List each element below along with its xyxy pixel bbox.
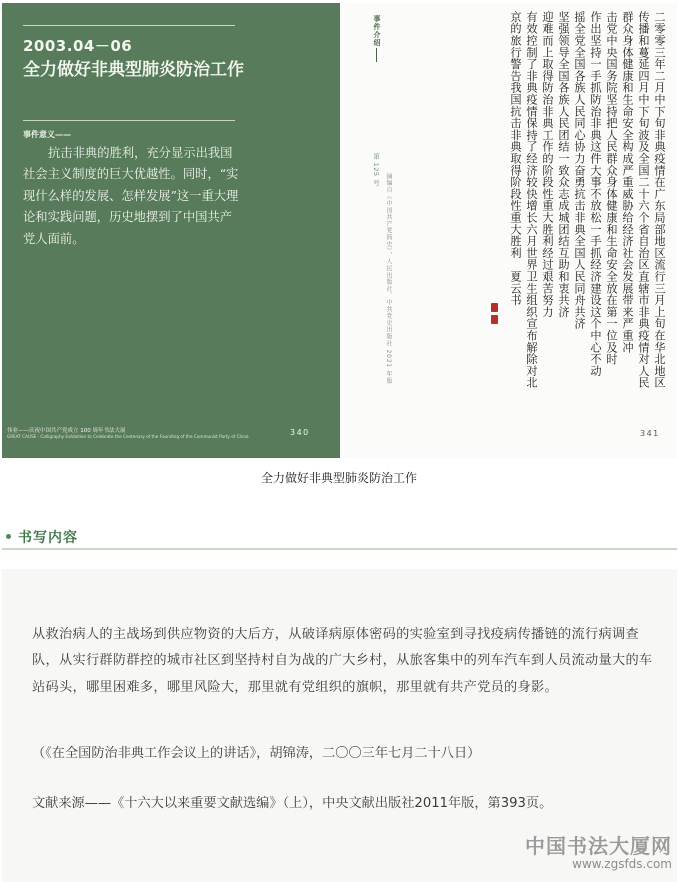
calligraphy-column: 摇全党全国各族人民同心协力奋勇抗击非典全国人民同舟共济 xyxy=(573,11,586,330)
watermark-url: www.zgsfds.com xyxy=(572,857,672,871)
image-caption: 全力做好非典型肺炎防治工作 xyxy=(260,471,417,485)
event-intro-label: 事件介绍 xyxy=(373,15,381,47)
label-rule xyxy=(376,48,377,62)
page-number-right: 341 xyxy=(640,429,660,438)
document-source: 文献来源——《十六大以来重要文献选编》（上），中央文献出版社2011年版，第393页。 xyxy=(32,796,553,811)
page-number-left: 340 xyxy=(290,428,310,437)
section-title: 书写内容 xyxy=(18,530,78,546)
site-watermark xyxy=(512,830,672,871)
watermark-name: 中国书法大厦网 xyxy=(525,834,672,858)
calligraphy-work xyxy=(485,11,667,411)
calligraphy-column: 坚强领导全国各族人民团结一致众志成城团结互助和衷共济 xyxy=(557,11,570,318)
exhibition-footer-en: GREAT CAUSE · Calligraphy Exhibition to Celebrate the Centenary of the Founding of the Communist Party of China xyxy=(7,434,249,439)
meaning-label: 事件意义—— xyxy=(23,130,71,139)
top-rule xyxy=(23,25,235,26)
event-title: 全力做好非典型肺炎防治工作 xyxy=(23,60,244,80)
left-page xyxy=(2,3,340,458)
calligraphy-column: 击党中央国务院坚持把人民群众身体健康和生命安全放在第一位及时 xyxy=(605,11,618,365)
calligraphy-column: 迎难而上取得防治非典工作的阶段性重大胜利经过艰苦努力 xyxy=(541,11,554,318)
right-page xyxy=(340,3,677,458)
section-divider xyxy=(2,548,677,550)
book-spread xyxy=(2,3,677,458)
source-note: 摘编自《中国共产党简史》，人民出版社、中共党史出版社 2021 年版 xyxy=(385,173,392,385)
seal-stamp xyxy=(491,315,498,324)
quote-paragraph: 从救治病人的主战场到供应物资的大后方，从破译病原体密码的实验室到寻找疫病传播链的流行病调查队，从实行群防群控的城市社区到坚持村自为战的广大乡村，从旅客集中的列车汽车到人员流动量大的车站码头，哪里困难多，哪里风险大，那里就有党组织的旗帜，那里就有共产党员的身影。 xyxy=(32,627,653,695)
calligraphy-column: 二零零三年二月中下旬非典疫情在广东局部地区流行三月上旬在华北地区 xyxy=(653,11,666,389)
exhibition-footer: 伟业——庆祝中国共产党成立 100 周年书法大展 xyxy=(7,428,126,434)
quote-source: （《在全国防治非典工作会议上的讲话》，胡锦涛，二〇〇三年七月二十八日） xyxy=(32,746,481,761)
event-date: 2003.04－06 xyxy=(23,37,133,55)
seal-stamp xyxy=(491,303,498,312)
meaning-text: 抗击非典的胜利，充分显示出我国社会主义制度的巨大优越性。同时，“实现什么样的发展、怎样发展”这一重大理论和实践问题，历史地摆到了中国共产党人面前。 xyxy=(23,146,239,246)
calligraphy-column: 作出坚持一手抓防治非典这件大事不放松一手抓经济建设这个中心不动 xyxy=(589,11,602,377)
calligraphy-column: 群众身体健康和生命安全构成严重威胁给经济社会发展带来严重冲 xyxy=(621,11,634,354)
calligraphy-column: 传播和蔓延四月中下旬波及全国二十六个省自治区直辖市非典疫情对人民 xyxy=(637,11,650,389)
mid-rule xyxy=(23,120,235,121)
bullet-dot-icon xyxy=(6,534,11,539)
work-number: 第 125 号 xyxy=(372,153,380,187)
calligraphy-column: 京的旅行警告我国抗击非典取得阶段性重大胜利 夏云书 xyxy=(509,11,522,306)
calligraphy-column: 有效控制了非典疫情保持了经济较快增长六月世界卫生组织宣布解除对北 xyxy=(525,11,538,389)
